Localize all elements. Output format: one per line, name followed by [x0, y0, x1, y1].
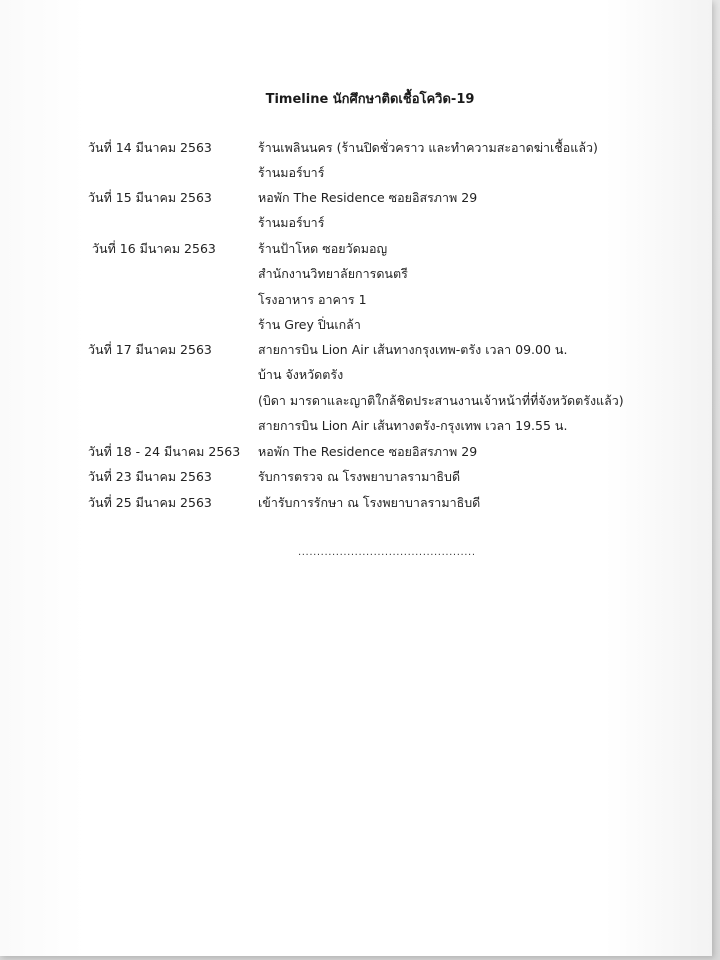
place-line: ร้านมอร์บาร์: [258, 165, 325, 180]
place-line: ร้านมอร์บาร์: [258, 215, 325, 230]
place-line: โรงอาหาร อาคาร 1: [258, 292, 367, 307]
entry-date: วันที่ 23 มีนาคม 2563: [88, 469, 212, 484]
entry-date: วันที่ 14 มีนาคม 2563: [88, 140, 212, 155]
entry-date: วันที่ 15 มีนาคม 2563: [88, 190, 212, 205]
place-line: ร้าน Grey ปิ่นเกล้า: [258, 317, 361, 332]
place-line: สำนักงานวิทยาลัยการดนตรี: [258, 266, 408, 281]
place-line: รับการตรวจ ณ โรงพยาบาลรามาธิบดี: [258, 469, 461, 484]
place-line: ร้านเพลินนคร (ร้านปิดชั่วคราว และทำความสะอาดฆ่าเชื้อแล้ว): [258, 140, 598, 155]
place-line: บ้าน จังหวัดตรัง: [258, 367, 344, 382]
place-line: สายการบิน Lion Air เส้นทางตรัง-กรุงเทพ เวลา 19.55 น.: [258, 418, 568, 433]
document-title: Timeline นักศึกษาติดเชื้อโควิด-19: [265, 92, 475, 107]
entry-date: วันที่ 16 มีนาคม 2563: [92, 241, 216, 256]
place-line: ร้านป้าโหด ซอยวัดมอญ: [258, 241, 388, 256]
end-of-document-mark: ...............................................: [298, 547, 476, 558]
entry-date: วันที่ 25 มีนาคม 2563: [88, 495, 212, 510]
place-line: สายการบิน Lion Air เส้นทางกรุงเทพ-ตรัง เวลา 09.00 น.: [258, 342, 568, 357]
place-line: เข้ารับการรักษา ณ โรงพยาบาลรามาธิบดี: [258, 495, 481, 510]
entry-date: วันที่ 18 - 24 มีนาคม 2563: [88, 444, 241, 459]
place-line: (บิดา มารดาและญาติใกล้ชิดประสานงานเจ้าหน้าที่ที่จังหวัดตรังแล้ว): [258, 393, 624, 408]
place-line: หอพัก The Residence ซอยอิสรภาพ 29: [258, 190, 478, 205]
entry-date: วันที่ 17 มีนาคม 2563: [88, 342, 212, 357]
place-line: หอพัก The Residence ซอยอิสรภาพ 29: [258, 444, 478, 459]
